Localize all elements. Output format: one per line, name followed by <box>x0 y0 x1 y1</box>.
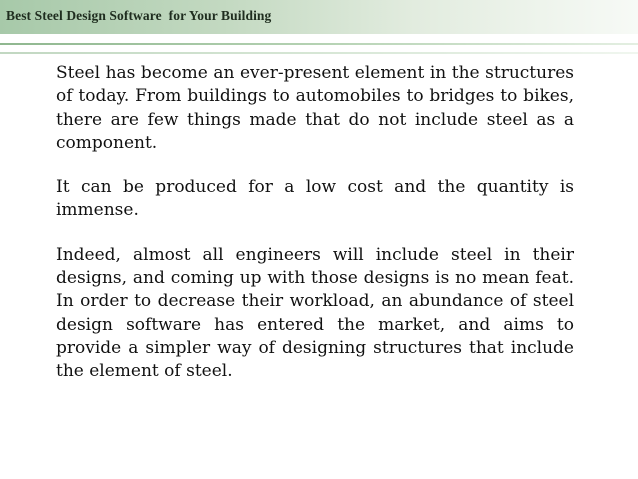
slide-title: Best Steel Design Software for Your Building <box>6 8 272 23</box>
paragraph-steel-cost: It can be produced for a low cost and the quantity is immense. <box>56 177 574 221</box>
decorative-stripe <box>0 52 638 54</box>
decorative-stripe <box>0 43 638 45</box>
paragraph-steel-software: Indeed, almost all engineers will include steel in their designs, and coming up with those designs is no mean feat. In order to decrease their workload, an abundance of steel design software has entered the market, and aims to provide a simpler way of designing structures that include the element of steel. <box>56 244 574 382</box>
title-bar <box>0 0 638 34</box>
paragraph-steel-ubiquity: Steel has become an ever-present element in the structures of today. From buildings to automobiles to bridges to bikes, there are few things made that do not include steel as a component. <box>56 63 574 153</box>
slide-body <box>56 62 574 405</box>
